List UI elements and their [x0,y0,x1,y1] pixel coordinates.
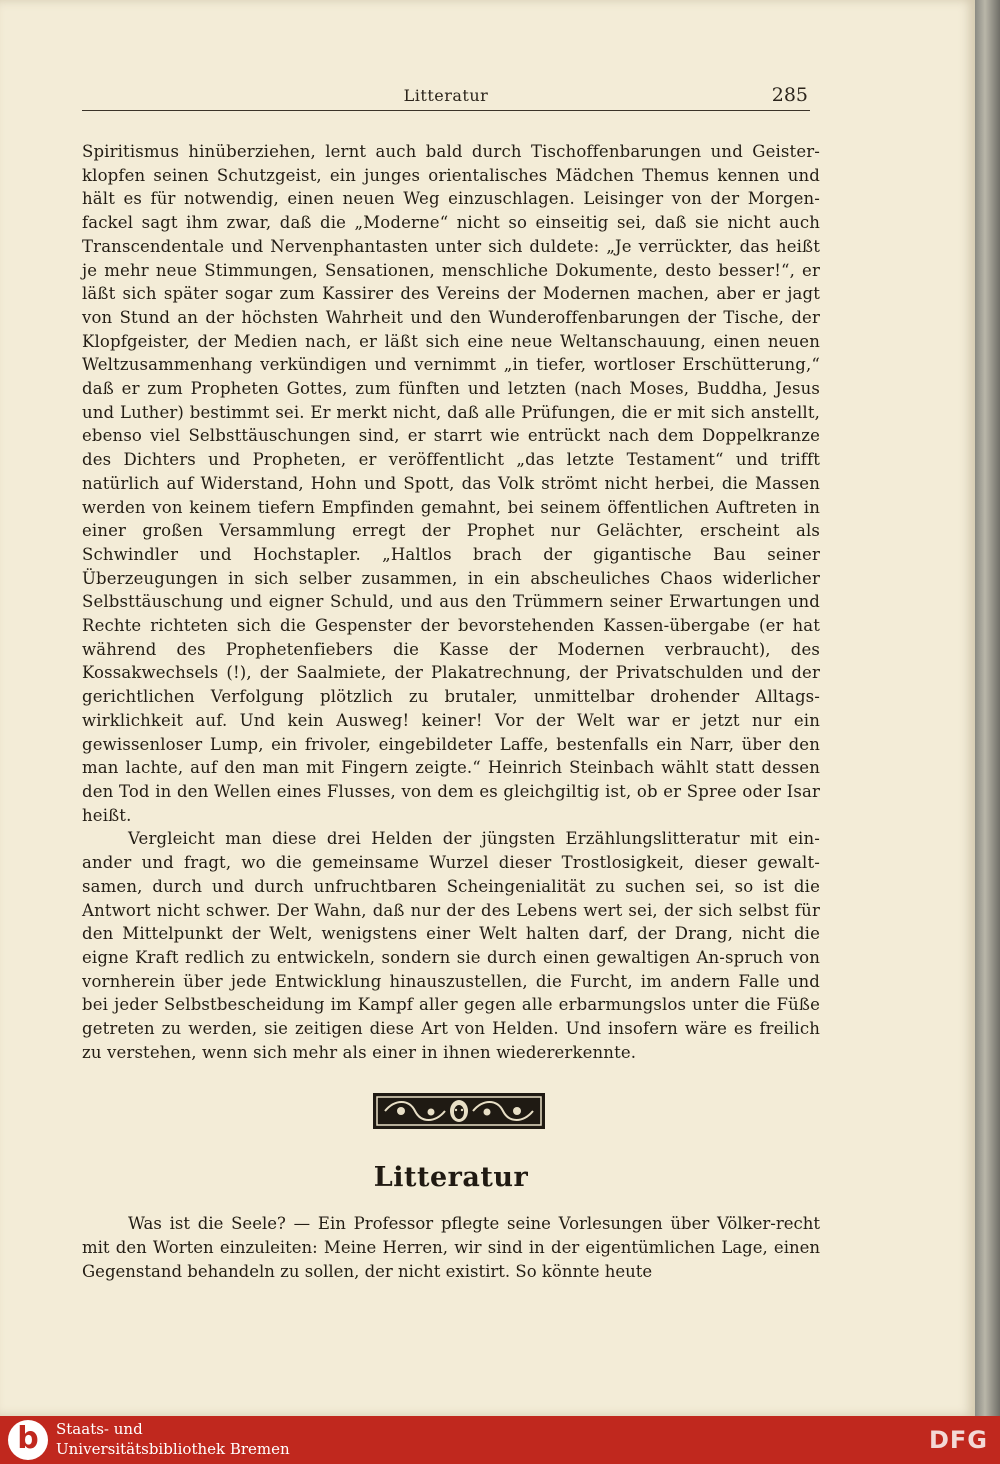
page-number: 285 [771,84,808,106]
library-name-line: Staats- und [56,1420,143,1438]
library-logo-icon[interactable]: b [8,1420,48,1460]
section-body [82,1212,820,1284]
book-edge [975,0,1000,1416]
body-paragraph: Spiritismus hinüberziehen, lernt auch bald durch Tischoffenbarungen und Geister-klopfen seinen Schutzgeist, ein junges orientalisches Mädchen Themus kennen und hält es für notwendig, einen neuen Weg einzuschlagen. Leisinger von der Morgen-fackel sagt ihm zwar, daß die „Moderne“ nicht so einseitig sei, daß sie nicht auch Transcendentale und Nervenphantasten unter sich duldete: „Je verrückter, das heißt je mehr neue Stimmungen, Sensationen, menschliche Dokumente, desto besser!“, er läßt sich später sogar zum Kassirer des Vereins der Modernen machen, aber er jagt von Stund an der höchsten Wahrheit und den Wunderoffenbarungen der Tische, der Klopfgeister, der Medien nach, er läßt sich eine neue Weltanschauung, einen neuen Weltzusammenhang verkündigen und vernimmt „in tiefer, wortloser Erschütterung,“ daß er zum Propheten Gottes, zum fünften und letzten (nach Moses, Buddha, Jesus und Luther) bestimmt sei. Er merkt nicht, daß alle Prüfungen, die er mit sich anstellt, ebenso viel Selbsttäuschungen sind, er starrt wie entrückt nach dem Doppelkranze des Dichters und Propheten, er veröffentlicht „das letzte Testament“ und trifft natürlich auf Widerstand, Hohn und Spott, das Volk strömt nicht herbei, die Massen werden von keinem tiefern Empfinden gemahnt, bei seinem öffentlichen Auftreten in einer großen Versammlung erregt der Prophet nur Gelächter, erscheint als Schwindler und Hochstapler. „Haltlos brach der gigantische Bau seiner Überzeugungen in sich selber zusammen, in ein abscheuliches Chaos widerlicher Selbsttäuschung und eigner Schuld, und aus den Trümmern seiner Erwartungen und Rechte richteten sich die Gespenster der bevorstehenden Kassen-übergabe (er hat während des Prophetenfiebers die Kasse der Modernen verbraucht), des Kossakwechsels (!), der Saalmiete, der Plakatrechnung, der Privatschulden und der gerichtlichen Verfolgung plötzlich zu brutaler, unmittelbar drohender Alltags-wirklichkeit auf. Und kein Ausweg! keiner! Vor der Welt war er jetzt nur ein gewissenloser Lump, ein frivoler, eingebildeter Laffe, bestenfalls ein Narr, über den man lachte, auf den man mit Fingern zeigte.“ Heinrich Steinbach wählt statt dessen den Tod in den Wellen eines Flusses, von dem es gleichgiltig ist, ob er Spree oder Isar heißt. [82,142,820,825]
running-header [82,86,810,111]
section-title: Litteratur [373,1162,529,1193]
ornament-vignette [373,1093,545,1129]
library-name[interactable] [56,1419,290,1459]
dfg-logo[interactable]: DFG [928,1426,988,1454]
library-footer-bar [0,1416,1000,1464]
running-title: Litteratur [403,86,489,105]
article-body [82,140,820,1064]
library-name-line: Universitätsbibliothek Bremen [56,1440,290,1458]
body-paragraph: Vergleicht man diese drei Helden der jüngsten Erzählungslitteratur mit ein-ander und fragt, wo die gemeinsame Wurzel dieser Trostlosigkeit, dieser gewalt-samen, durch und durch unfruchtbaren Scheingenialität zu suchen sei, so ist die Antwort nicht schwer. Der Wahn, daß nur der des Lebens wert sei, der sich selbst für den Mittelpunkt der Welt, wenigstens einer Welt halten darf, der Drang, nicht die eigne Kraft redlich zu entwickeln, sondern sie durch einen gewaltigen An-spruch von vornherein über jede Entwicklung hinauszustellen, die Furcht, im andern Falle und bei jeder Selbstbescheidung im Kampf aller gegen alle erbarmungslos unter die Füße getreten zu werden, sie zeitigen diese Art von Helden. Und insofern wäre es freilich zu verstehen, wenn sich mehr als einer in ihnen wiedererkennte. [82,829,820,1062]
ornament-icon [375,1095,543,1127]
section-paragraph: Was ist die Seele? — Ein Professor pflegte seine Vorlesungen über Völker-recht mit den Worten einzuleiten: Meine Herren, wir sind in der eigentümlichen Lage, einen Gegenstand behandeln zu sollen, der nicht existirt. So könnte heute [82,1214,820,1281]
